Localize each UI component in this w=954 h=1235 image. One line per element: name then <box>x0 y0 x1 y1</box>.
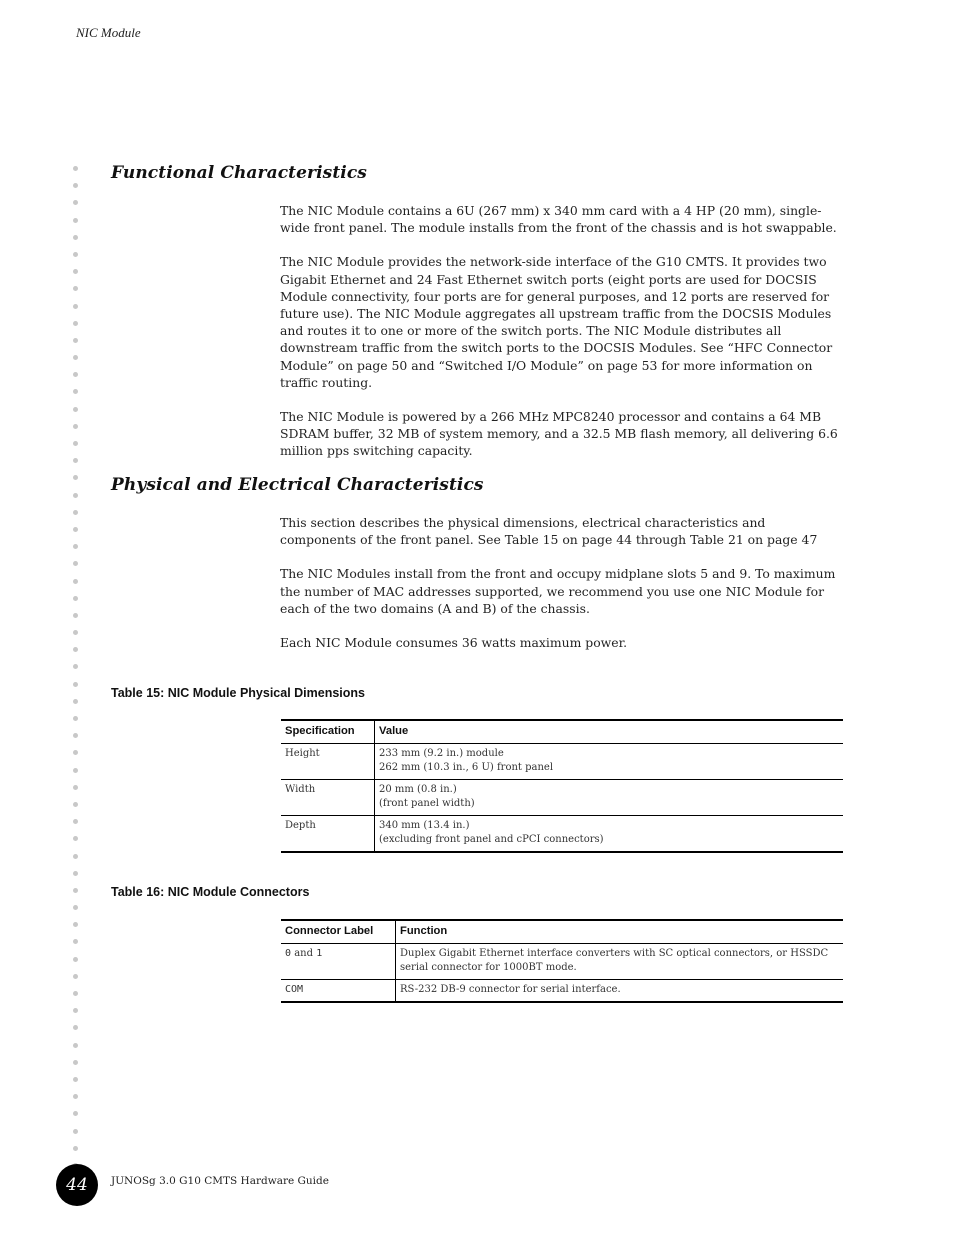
value-line: (front panel width) <box>379 798 475 809</box>
value-line: 20 mm (0.8 in.) <box>379 784 457 795</box>
column-header: Specification <box>281 720 375 744</box>
connector-label: 0 <box>285 948 292 959</box>
value-line: 262 mm (10.3 in., 6 U) front panel <box>379 762 554 773</box>
paragraph: This section describes the physical dimensions, electrical characteristics and components of the front panel. See Table 15 on page 44 through Table 21 on page 47 <box>280 515 818 548</box>
paragraph: The NIC Module is powered by a 266 MHz MPC8240 processor and contains a 64 MB SDRAM buffer, 32 MB of system memory, and a 32.5 MB flash memory, all delivering 6.6 million pps switching capacity. <box>280 409 838 459</box>
value-line: (excluding front panel and cPCI connectors) <box>379 834 604 845</box>
section-heading-functional: Functional Characteristics <box>111 163 367 183</box>
table-row <box>281 816 843 853</box>
connectors-table <box>281 919 843 1003</box>
value-cell <box>375 780 844 816</box>
page-number: 44 <box>66 1175 88 1195</box>
column-header: Connector Label <box>281 920 396 944</box>
connector-label: 1 <box>316 948 323 959</box>
column-header: Function <box>396 920 844 944</box>
connector-label-cell: COM <box>281 980 396 1003</box>
page-number-badge <box>56 1164 98 1206</box>
label-conjunction: and <box>291 948 317 959</box>
spec-cell: Height <box>281 744 375 780</box>
paragraph: The NIC Module provides the network-side interface of the G10 CMTS. It provides two Gigabit Ethernet and 24 Fast Ethernet switch ports (eight ports are used for DOCSIS Module connectivity, four ports are for general purposes, and 12 ports are reserved for future use). The NIC Module aggregates all upstream traffic from the DOCSIS Modules and routes it to one or more of the switch ports. The NIC Module distributes all downstream traffic from the switch ports to the DOCSIS Modules. See “HFC Connector Module” on page 50 and “Switched I/O Module” on page 53 for more information on traffic routing. <box>280 254 833 390</box>
value-line: 340 mm (13.4 in.) <box>379 820 470 831</box>
dimensions-table <box>281 719 843 853</box>
table-caption-15: Table 15: NIC Module Physical Dimensions <box>111 686 365 700</box>
paragraph: The NIC Module contains a 6U (267 mm) x 340 mm card with a 4 HP (20 mm), single-wide front panel. The module installs from the front of the chassis and is hot swappable. <box>280 203 837 236</box>
table-row <box>281 744 843 780</box>
table-row <box>281 944 843 980</box>
table-row <box>281 780 843 816</box>
spec-cell: Depth <box>281 816 375 853</box>
paragraph: Each NIC Module consumes 36 watts maximum power. <box>280 635 628 651</box>
column-header: Value <box>375 720 844 744</box>
connector-label-cell <box>281 944 396 980</box>
value-cell <box>375 816 844 853</box>
function-cell: RS-232 DB-9 connector for serial interface. <box>396 980 844 1003</box>
value-line: 233 mm (9.2 in.) module <box>379 748 504 759</box>
table-row <box>281 980 843 1003</box>
value-cell <box>375 744 844 780</box>
running-header: NIC Module <box>76 25 141 40</box>
footer-book-title: JUNOSg 3.0 G10 CMTS Hardware Guide <box>111 1175 329 1187</box>
function-cell: Duplex Gigabit Ethernet interface converters with SC optical connectors, or HSSDC serial connector for 1000BT mode. <box>396 944 844 980</box>
spec-cell: Width <box>281 780 375 816</box>
section-heading-physical: Physical and Electrical Characteristics <box>111 475 484 495</box>
section-body-functional <box>280 202 842 477</box>
table-caption-16: Table 16: NIC Module Connectors <box>111 885 310 899</box>
section-body-physical <box>280 514 842 668</box>
paragraph: The NIC Modules install from the front and occupy midplane slots 5 and 9. To maximum the number of MAC addresses supported, we recommend you use one NIC Module for each of the two domains (A and B) of the chassis. <box>280 566 836 616</box>
margin-dot-rule <box>73 166 81 1180</box>
